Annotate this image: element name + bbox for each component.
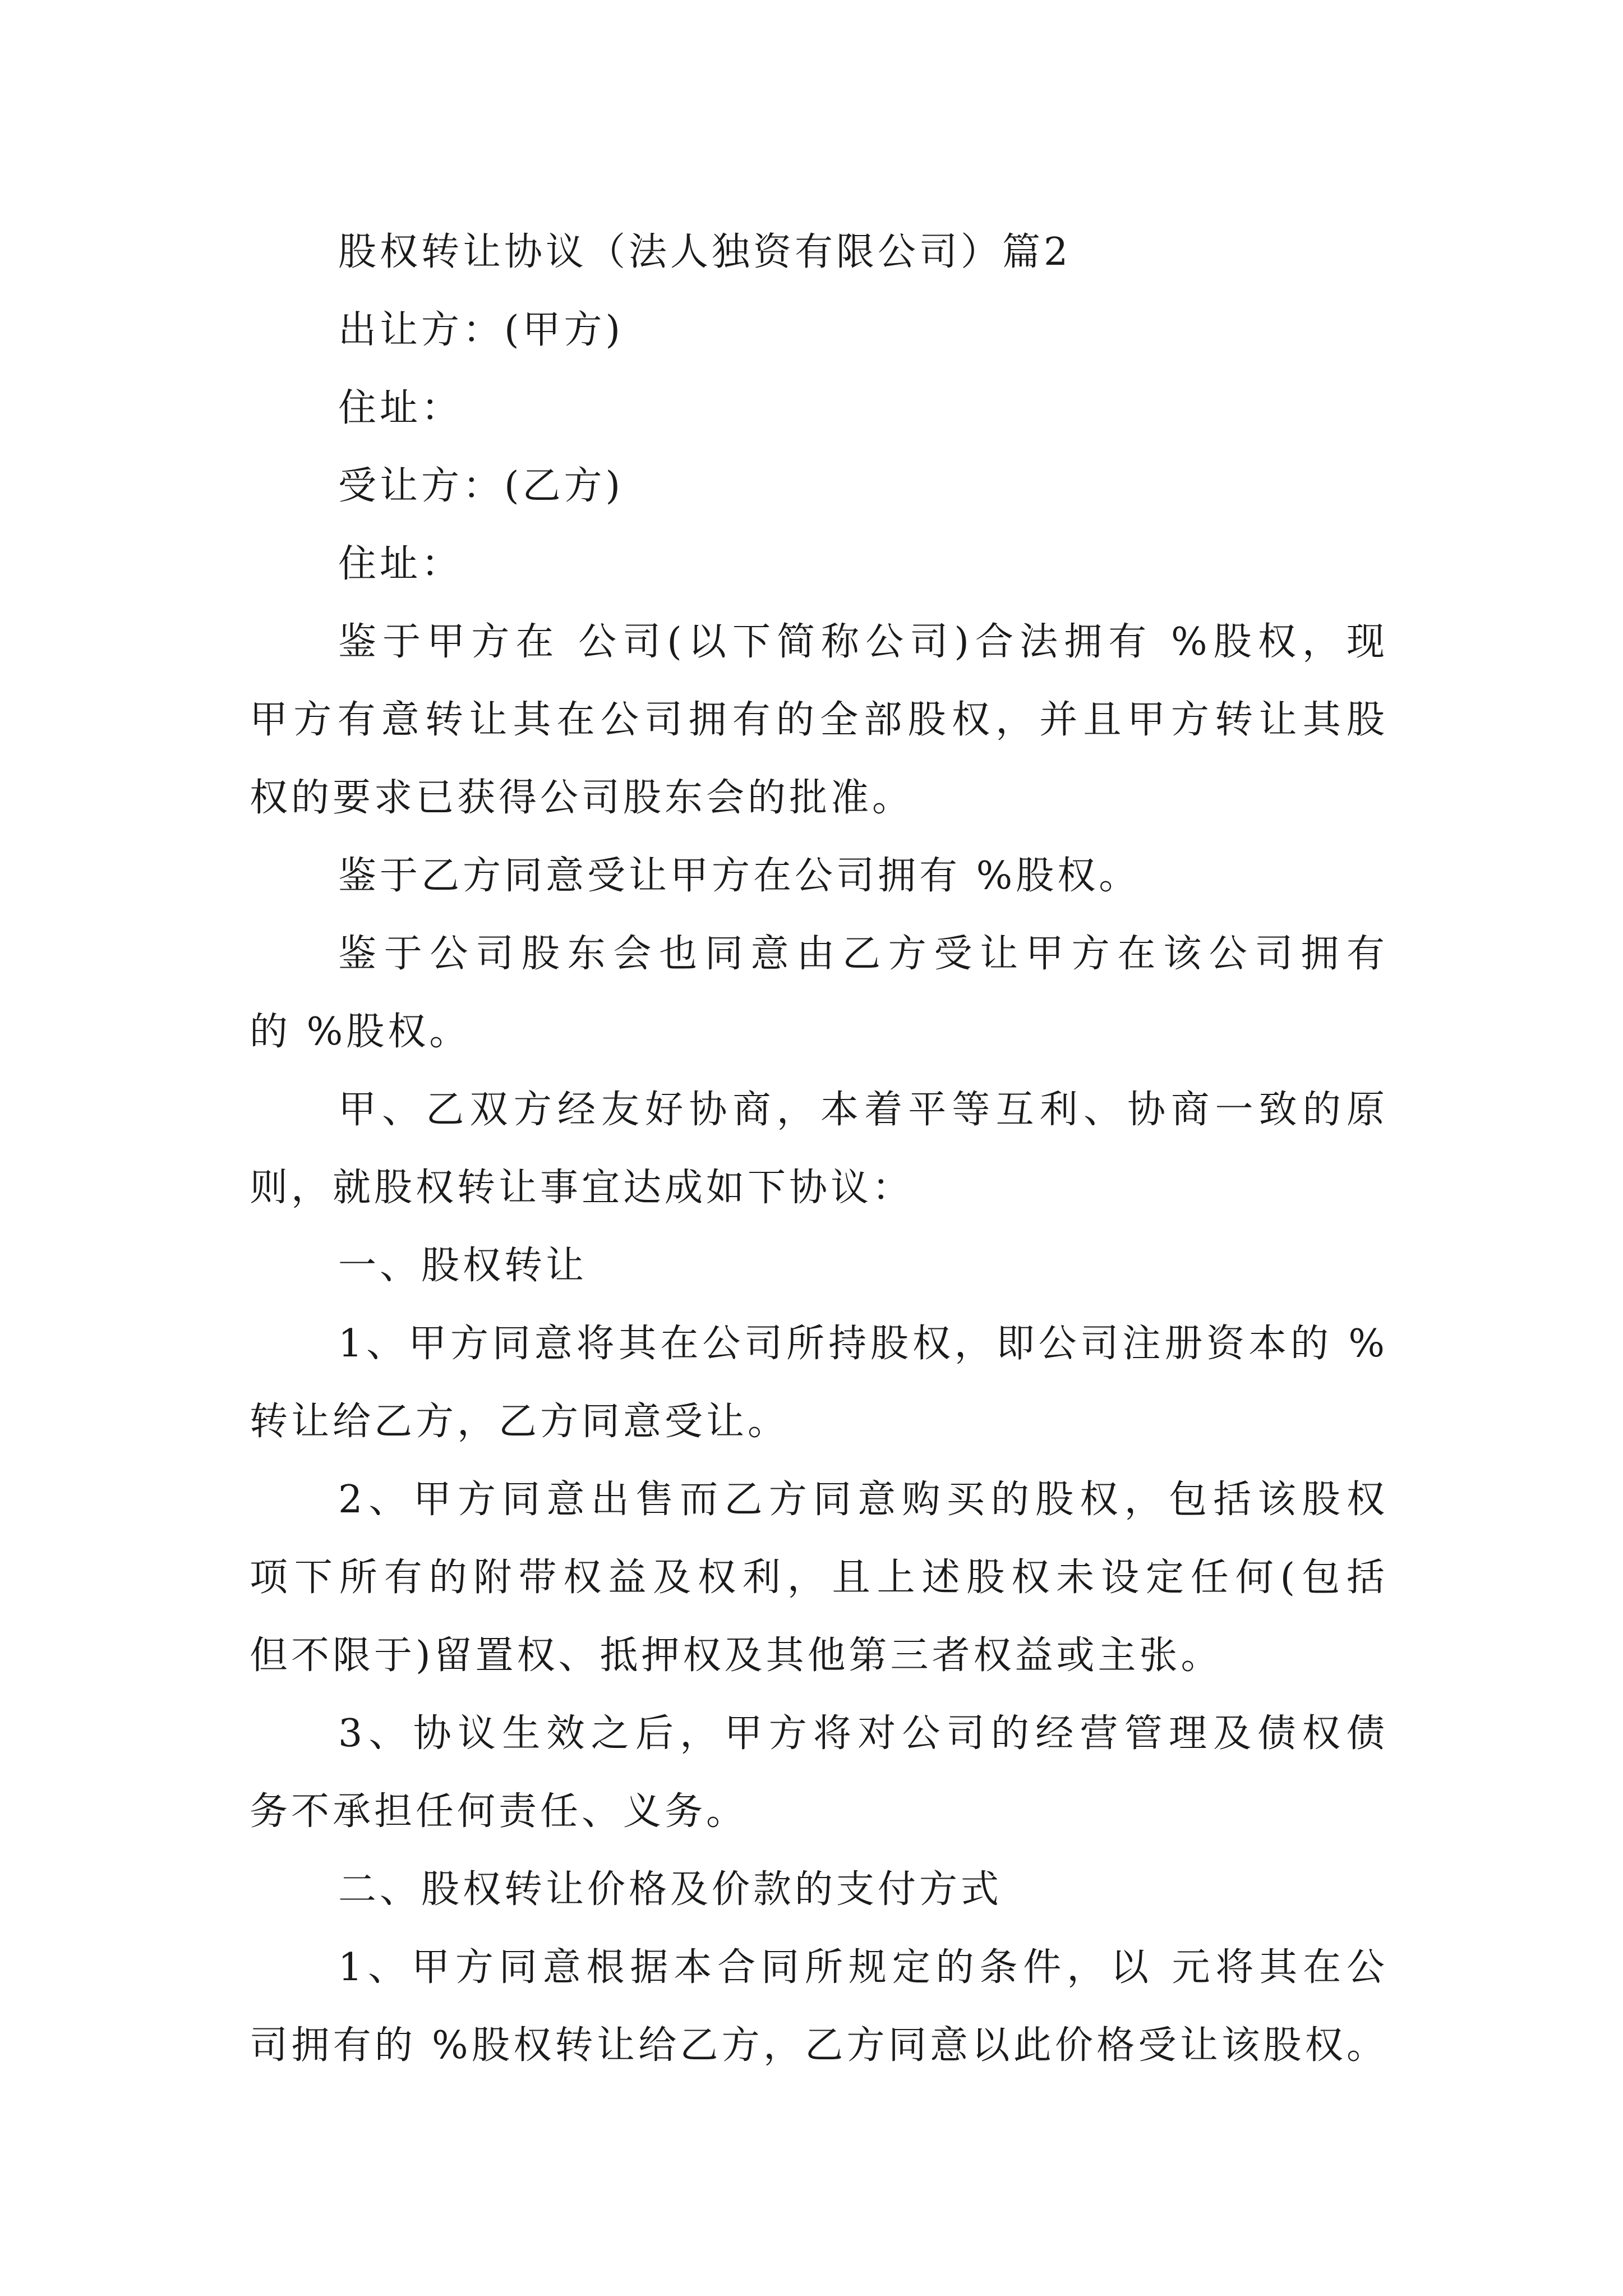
recital-3-line-2: 的 %股权。 [250,1010,471,1054]
transferee-label: 受让方：(乙方) [338,464,624,508]
preamble-line-2: 则，就股权转让事宜达成如下协议： [250,1166,914,1210]
recital-1-line-1: 鉴于甲方在 公司(以下简称公司)合法拥有 %股权，现 [338,620,1388,664]
recital-1-line-2: 甲方有意转让其在公司拥有的全部股权，并且甲方转让其股 [250,698,1388,742]
recital-1-line-3: 权的要求已获得公司股东会的批准。 [250,776,914,820]
clause-1-2-line-3: 但不限于)留置权、抵押权及其他第三者权益或主张。 [250,1634,1223,1678]
clause-1-1-line-2: 转让给乙方，乙方同意受让。 [250,1400,790,1444]
section-2-heading: 二、股权转让价格及价款的支付方式 [338,1867,1003,1912]
recital-3-line-1: 鉴于公司股东会也同意由乙方受让甲方在该公司拥有 [338,932,1388,976]
transferor-address-label: 住址： [338,386,463,430]
transferee-address-label: 住址： [338,542,463,586]
document-body [250,213,1388,2085]
clause-1-2-line-2: 项下所有的附带权益及权利，且上述股权未设定任何(包括 [250,1556,1388,1600]
section-1-heading: 一、股权转让 [338,1244,588,1288]
transferor-label: 出让方：(甲方) [338,308,624,352]
clause-1-1-line-1: 1、甲方同意将其在公司所持股权，即公司注册资本的 % [338,1322,1388,1366]
clause-1-3-line-1: 3、协议生效之后，甲方将对公司的经营管理及债权债 [338,1711,1388,1756]
clause-1-3-line-2: 务不承担任何责任、义务。 [250,1789,748,1834]
recital-2-line-1: 鉴于乙方同意受让甲方在公司拥有 %股权。 [338,854,1141,898]
document-title: 股权转让协议（法人独资有限公司）篇2 [338,230,1072,274]
clause-2-1-line-2: 司拥有的 %股权转让给乙方，乙方同意以此价格受让该股权。 [250,2023,1388,2068]
clause-1-2-line-1: 2、甲方同意出售而乙方同意购买的股权，包括该股权 [338,1478,1388,1522]
preamble-line-1: 甲、乙双方经友好协商，本着平等互利、协商一致的原 [338,1088,1388,1132]
clause-2-1-line-1: 1、甲方同意根据本合同所规定的条件，以 元将其在公 [338,1945,1388,1990]
